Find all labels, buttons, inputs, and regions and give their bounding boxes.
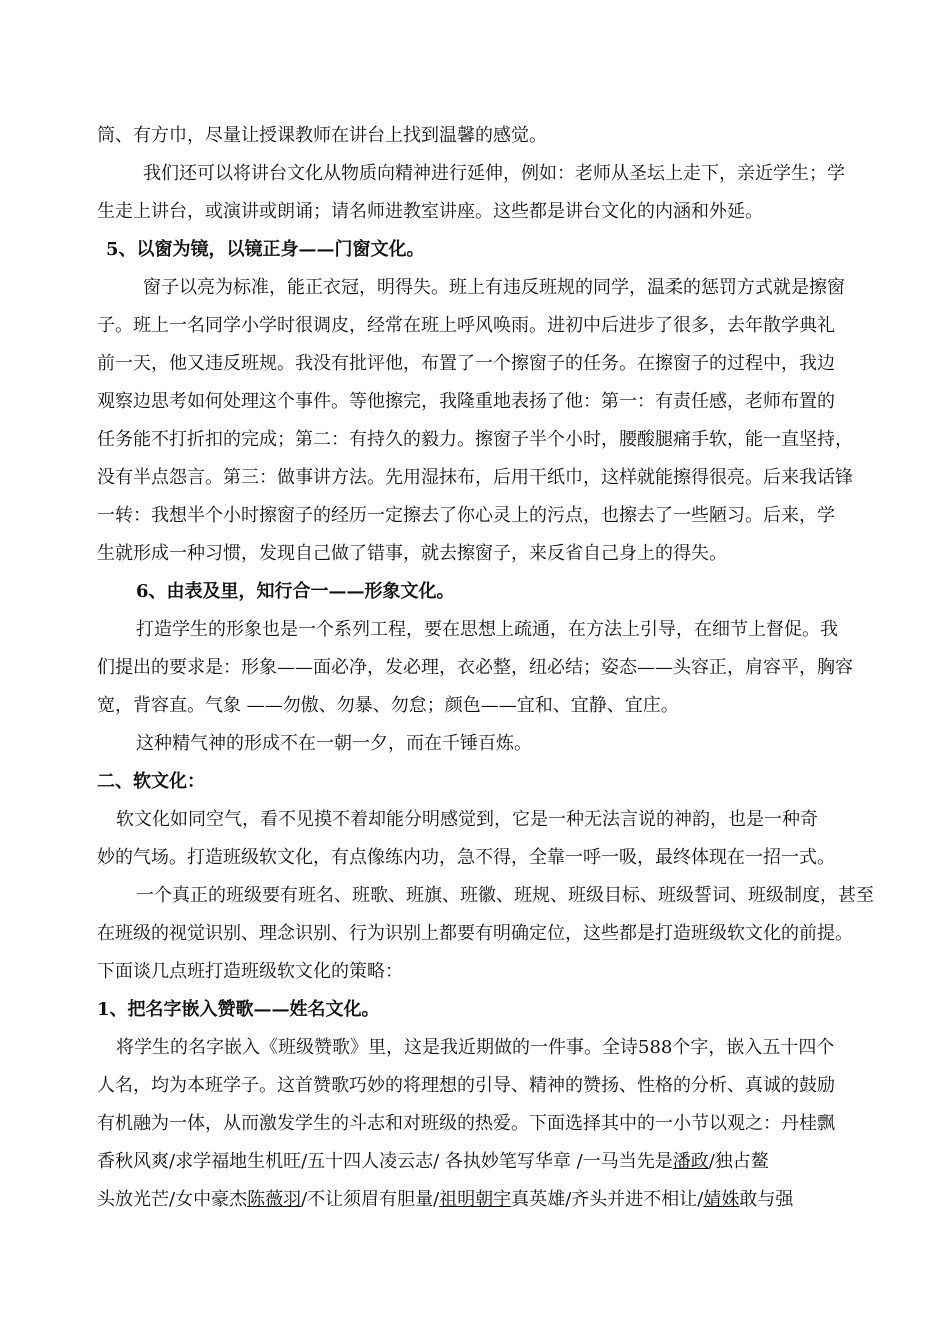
paragraph-line: 下面谈几点班打造班级软文化的策略： [97, 961, 403, 982]
paragraph-line: 子。班上一名同学小学时很调皮，经常在班上呼风唤雨。进初中后进步了很多，去年散学典礼 [97, 315, 835, 336]
student-name: 潘政 [672, 1151, 709, 1172]
paragraph-line: 一个真正的班级要有班名、班歌、班旗、班徽、班规、班级目标、班级誓词、班级制度，甚至 [136, 885, 874, 906]
poem-text: /独占鳌 [708, 1151, 769, 1172]
paragraph-line: 筒、有方巾，尽量让授课教师在讲台上找到温馨的感觉。 [97, 125, 547, 146]
poem-text: 敢与强 [739, 1189, 794, 1210]
paragraph-line: 人名，均为本班学子。这首赞歌巧妙的将理想的引导、精神的赞扬、性格的分析、真诚的鼓励 [97, 1075, 835, 1096]
paragraph-line: 生就形成一种习惯，发现自己做了错事，就去擦窗子，来反省自己身上的得失。 [97, 543, 727, 564]
section-heading: 1、把名字嵌入赞歌——姓名文化。 [97, 999, 380, 1020]
poem-text: 香秋风爽/求学福地生机旺/五十四人凌云志/ 各执妙笔写华章 /一马当先是 [97, 1151, 673, 1172]
paragraph-line: 观察边思考如何处理这个事件。等他擦完，我隆重地表扬了他：第一：有责任感，老师布置的 [97, 391, 835, 412]
paragraph-line: 宽，背容直。气象 ——勿傲、勿暴、勿怠；颜色——宜和、宜静、宜庄。 [97, 695, 679, 716]
section-heading: 二、软文化： [97, 771, 205, 792]
paragraph-line: 打造学生的形象也是一个系列工程，要在思想上疏通，在方法上引导，在细节上督促。我 [136, 619, 838, 640]
paragraph-line: 窗子以亮为标准，能正衣冠，明得失。班上有违反班规的同学，温柔的惩罚方式就是擦窗 [143, 277, 845, 298]
student-name: 祖明朝宇 [439, 1189, 512, 1210]
poem-line [97, 1150, 877, 1174]
poem-line [97, 1188, 877, 1212]
paragraph-line: 一转：我想半个小时擦窗子的经历一定擦去了你心灵上的污点，也擦去了一些陋习。后来，学 [97, 505, 835, 526]
paragraph-line: 前一天，他又违反班规。我没有批评他，布置了一个擦窗子的任务。在擦窗子的过程中，我边 [97, 353, 835, 374]
poem-text: 真英雄/齐头并进不相让/ [511, 1189, 704, 1210]
paragraph-line: 将学生的名字嵌入《班级赞歌》里，这是我近期做的一件事。全诗588个字，嵌入五十四个 [116, 1037, 835, 1058]
paragraph-line: 生走上讲台，或演讲或朗诵；请名师进教室讲座。这些都是讲台文化的内涵和外延。 [97, 201, 763, 222]
poem-text: 头放光芒/女中豪杰 [97, 1189, 248, 1210]
paragraph-line: 这种精气神的形成不在一朝一夕，而在千锤百炼。 [136, 733, 532, 754]
student-name: 婧姝 [703, 1189, 740, 1210]
paragraph-line: 们提出的要求是：形象——面必净，发必理，衣必整，纽必结；姿态——头容正，肩容平，胸容 [97, 657, 853, 678]
student-name: 陈薇羽 [247, 1189, 302, 1210]
paragraph-line: 没有半点怨言。第三：做事讲方法。先用湿抹布，后用干纸巾，这样就能擦得很亮。后来我话锋 [97, 467, 853, 488]
paragraph-line: 我们还可以将讲台文化从物质向精神进行延伸，例如：老师从圣坛上走下，亲近学生；学 [143, 163, 845, 184]
poem-text: /不让须眉有胆量/ [301, 1189, 440, 1210]
section-heading: 5、以窗为镜，以镜正身——门窗文化。 [106, 239, 425, 260]
paragraph-line: 在班级的视觉识别、理念识别、行为识别上都要有明确定位，这些都是打造班级软文化的前提。 [97, 923, 853, 944]
paragraph-line: 任务能不打折扣的完成；第二：有持久的毅力。擦窗子半个小时，腰酸腿痛手软，能一直坚持， [97, 429, 853, 450]
paragraph-line: 妙的气场。打造班级软文化，有点像练内功，急不得，全靠一呼一吸，最终体现在一招一式。 [97, 847, 835, 868]
paragraph-line: 有机融为一体，从而激发学生的斗志和对班级的热爱。下面选择其中的一小节以观之：丹桂飘 [97, 1113, 835, 1134]
section-heading: 6、由表及里，知行合一——形象文化。 [136, 581, 455, 602]
paragraph-line: 软文化如同空气，看不见摸不着却能分明感觉到，它是一种无法言说的神韵，也是一种奇 [116, 809, 818, 830]
